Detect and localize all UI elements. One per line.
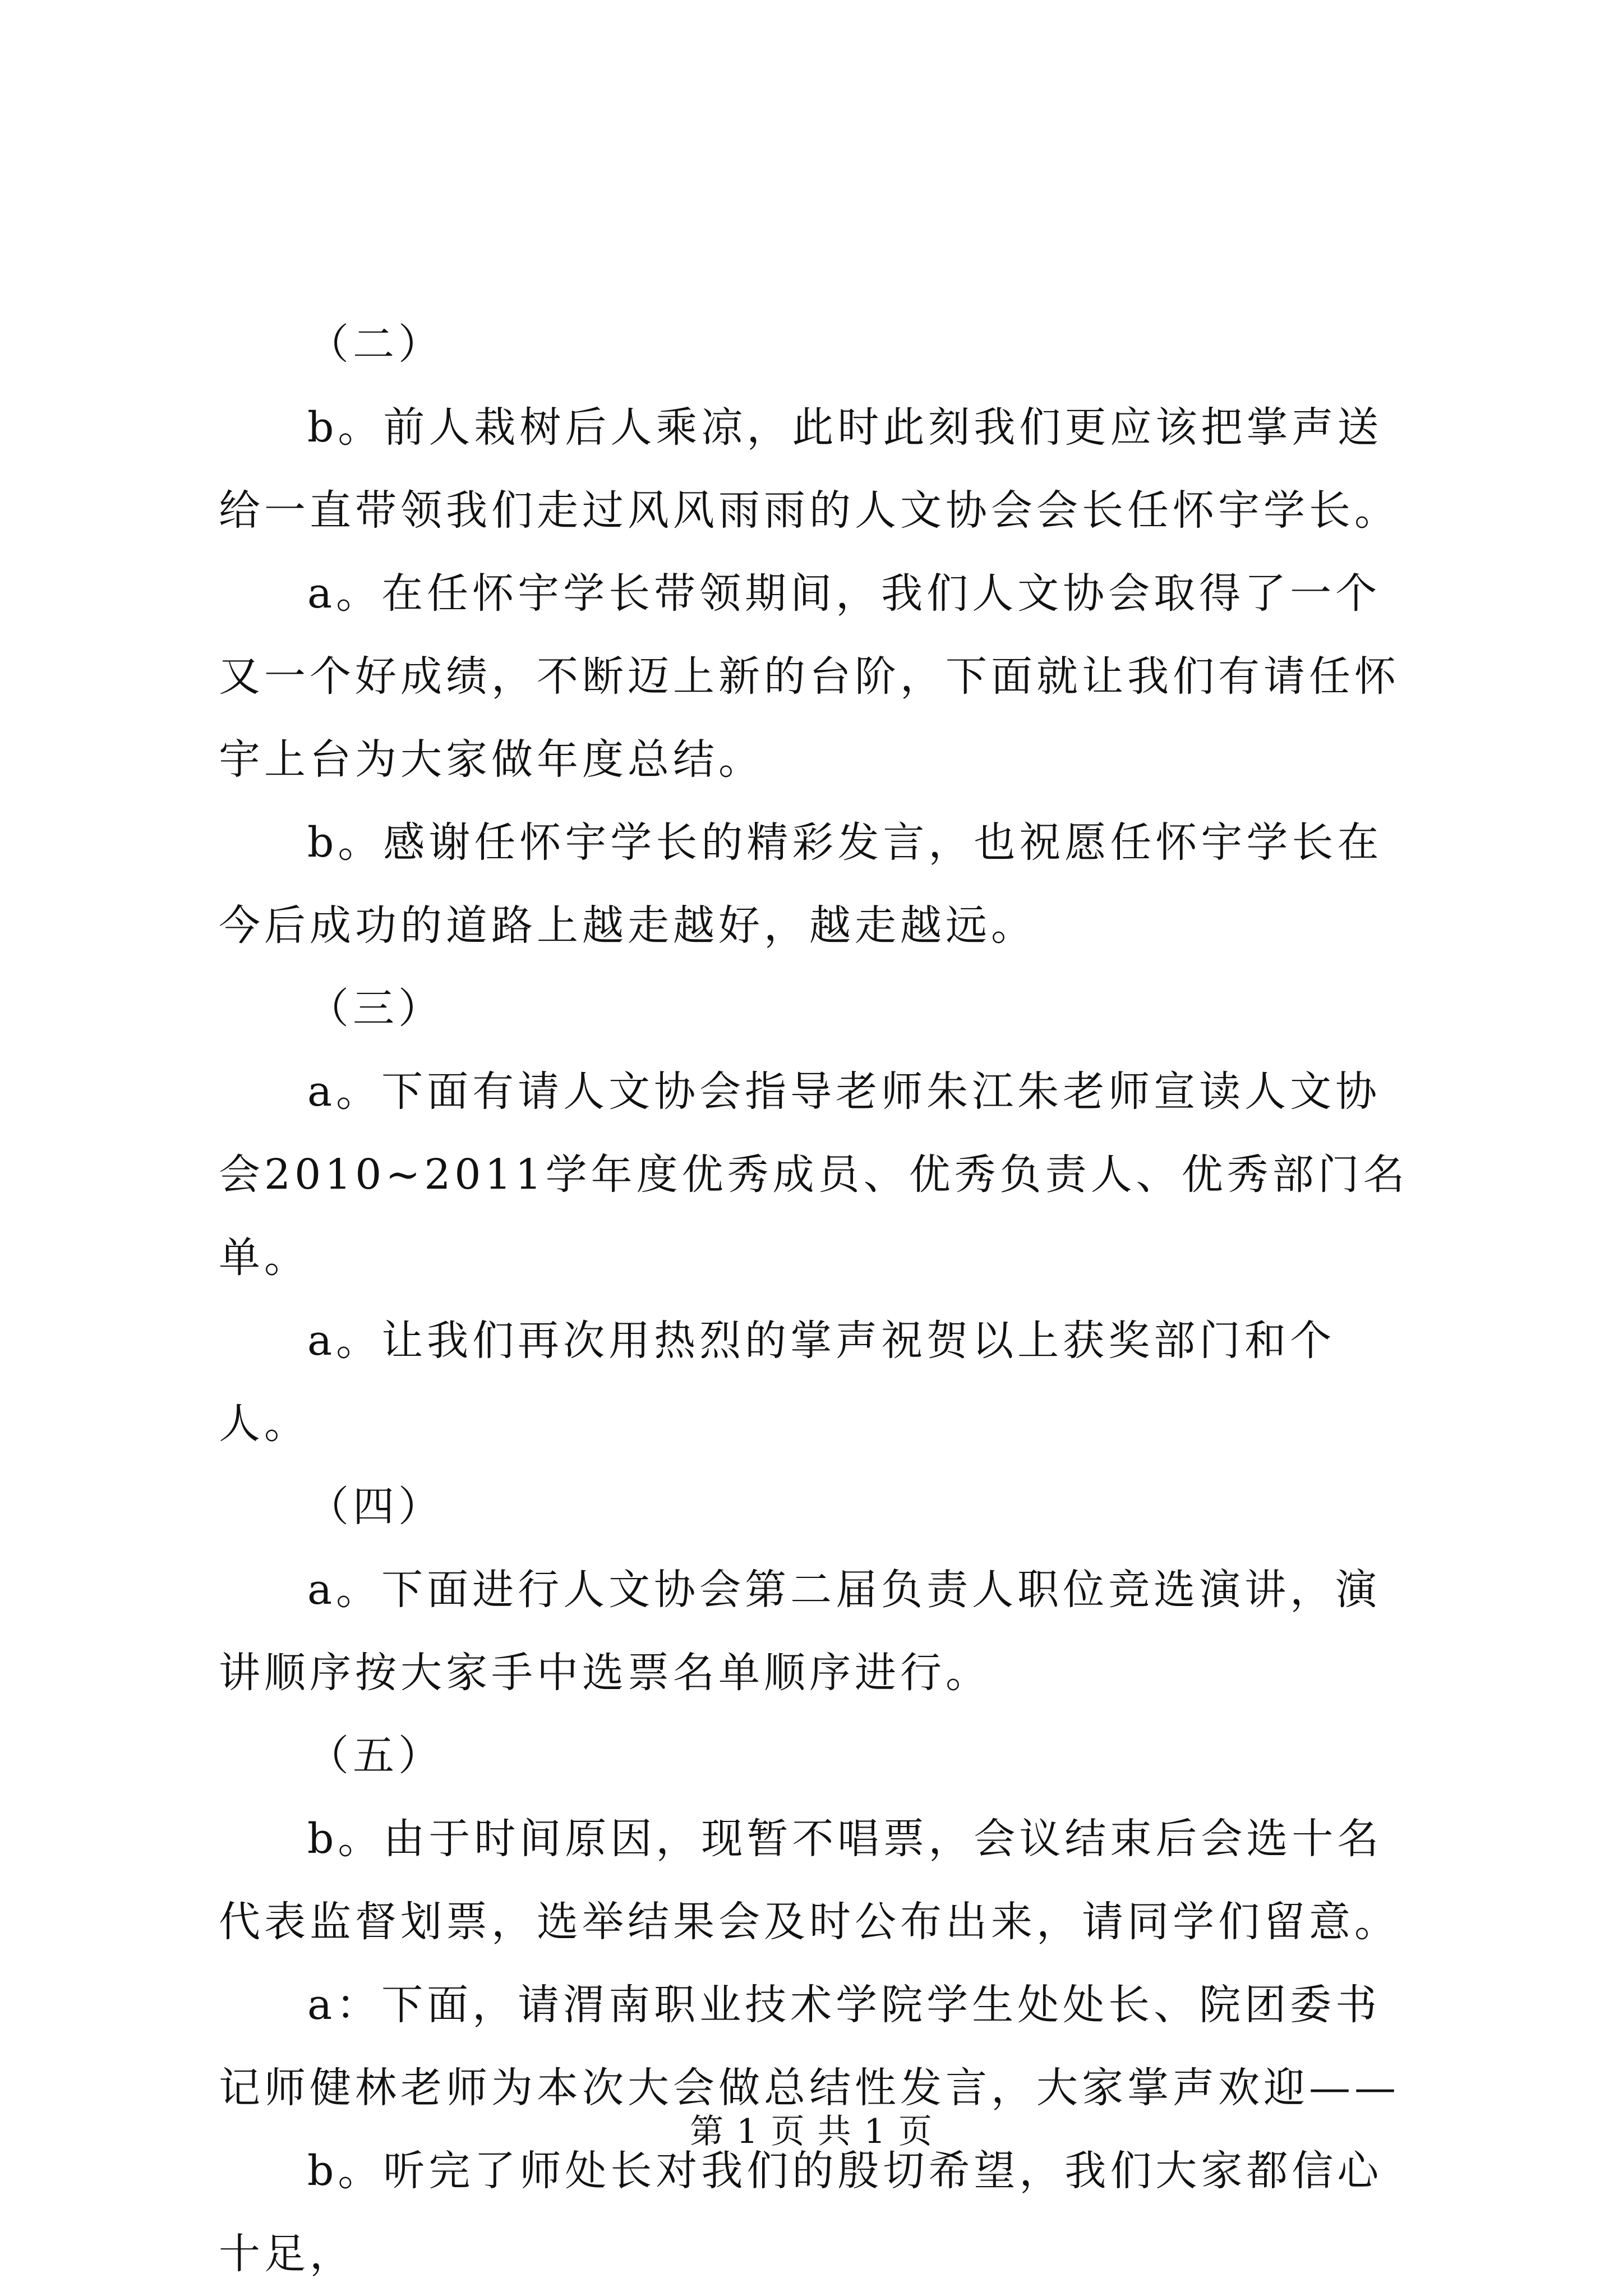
paragraph: a。让我们再次用热烈的掌声祝贺以上获奖部门和个人。 — [219, 1317, 1336, 1448]
section-heading-4: （四） — [307, 1483, 444, 1531]
paragraph: a。在任怀宇学长带领期间，我们人文协会取得了一个又一个好成绩，不断迈上新的台阶，下面就让我们有请任怀宇上台为大家做年度总结。 — [219, 569, 1400, 784]
section-heading-2: （二） — [307, 320, 444, 369]
page-footer — [0, 2109, 1623, 2154]
paragraph: b。前人栽树后人乘凉，此时此刻我们更应该把掌声送给一直带领我们走过风风雨雨的人文协会会长任怀宇学长。 — [219, 403, 1400, 535]
section-heading-3: （三） — [307, 984, 444, 1033]
document-body — [219, 303, 1424, 2295]
paragraph: b。由于时间原因，现暂不唱票，会议结束后会选十名代表监督划票，选举结果会及时公布出来，请同学们留意。 — [219, 1815, 1400, 1946]
paragraph: a。下面有请人文协会指导老师朱江朱老师宣读人文协会2010~2011学年度优秀成员、优秀负责人、优秀部门名单。 — [219, 1068, 1409, 1282]
page-number-label: 第 1 页 共 1 页 — [690, 2112, 933, 2151]
paragraph: a：下面，请渭南职业技术学院学生处处长、院团委书记师健林老师为本次大会做总结性发言，大家掌声欢迎—— — [219, 1981, 1400, 2112]
paragraph: b。听完了师处长对我们的殷切希望，我们大家都信心十足， — [219, 2147, 1383, 2278]
paragraph: a。下面进行人文协会第二届负责人职位竞选演讲，演讲顺序按大家手中选票名单顺序进行。 — [219, 1566, 1381, 1697]
paragraph: b。感谢任怀宇学长的精彩发言，也祝愿任怀宇学长在今后成功的道路上越走越好，越走越远。 — [219, 818, 1383, 950]
section-heading-5: （五） — [307, 1732, 444, 1780]
